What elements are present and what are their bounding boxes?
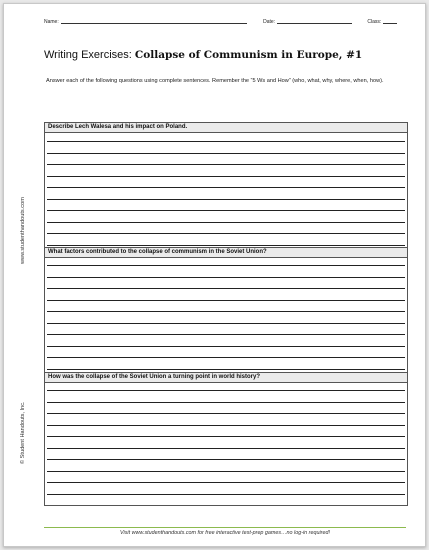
name-label: Name:	[44, 19, 59, 25]
footer-divider	[44, 527, 406, 528]
question-2: What factors contributed to the collapse of communism in the Soviet Union?	[45, 247, 407, 258]
class-field[interactable]	[383, 18, 397, 24]
answer-line-q1[interactable]	[47, 245, 405, 246]
answer-line-q1[interactable]	[47, 153, 405, 154]
answer-line-q3[interactable]	[47, 448, 405, 449]
header-fields	[44, 18, 399, 25]
answer-line-q2[interactable]	[47, 265, 405, 266]
name-field[interactable]	[61, 18, 248, 24]
date-field[interactable]	[277, 18, 352, 24]
answer-line-q3[interactable]	[47, 425, 405, 426]
answer-line-q2[interactable]	[47, 323, 405, 324]
answer-line-q3[interactable]	[47, 402, 405, 403]
sidebar-website-text: www.studenthandouts.com	[20, 197, 26, 264]
answer-line-q1[interactable]	[47, 222, 405, 223]
answer-line-q1[interactable]	[47, 210, 405, 211]
answer-line-q2[interactable]	[47, 288, 405, 289]
answer-line-q1[interactable]	[47, 187, 405, 188]
answer-line-q2[interactable]	[47, 311, 405, 312]
answer-line-q3[interactable]	[47, 494, 405, 495]
page-title	[44, 49, 362, 61]
class-label: Class:	[367, 19, 382, 25]
answer-line-q2[interactable]	[47, 300, 405, 301]
title-main: Collapse of Communism in Europe, #1	[134, 49, 363, 61]
answer-line-q2[interactable]	[47, 334, 405, 335]
question-1: Describe Lech Walesa and his impact on Poland.	[45, 123, 407, 133]
answer-line-q2[interactable]	[47, 369, 405, 370]
answer-line-q2[interactable]	[47, 277, 405, 278]
date-label: Date:	[263, 19, 276, 25]
answer-line-q1[interactable]	[47, 141, 405, 142]
worksheet-page	[3, 3, 426, 547]
answer-line-q2[interactable]	[47, 357, 405, 358]
sidebar-copyright-text: © Student Handouts, Inc.	[20, 401, 26, 464]
answer-line-q3[interactable]	[47, 390, 405, 391]
answer-line-q3[interactable]	[47, 471, 405, 472]
answer-line-q3[interactable]	[47, 413, 405, 414]
title-prefix: Writing Exercises:	[44, 49, 132, 61]
answer-line-q3[interactable]	[47, 459, 405, 460]
answer-line-q2[interactable]	[47, 346, 405, 347]
answer-line-q1[interactable]	[47, 176, 405, 177]
question-3: How was the collapse of the Soviet Union a turning point in world history?	[45, 372, 407, 383]
answer-line-q1[interactable]	[47, 233, 405, 234]
instructions: Answer each of the following questions using complete sentences. Remember the “5 Ws and How” (who, what, why, where, when, how).	[46, 78, 384, 84]
answer-line-q3[interactable]	[47, 482, 405, 483]
answer-line-q1[interactable]	[47, 164, 405, 165]
questions-box	[44, 122, 408, 506]
footer-text: Visit www.studenthandouts.com for free interactive test-prep games…no log-in required!	[120, 530, 330, 536]
answer-line-q1[interactable]	[47, 199, 405, 200]
answer-line-q3[interactable]	[47, 436, 405, 437]
